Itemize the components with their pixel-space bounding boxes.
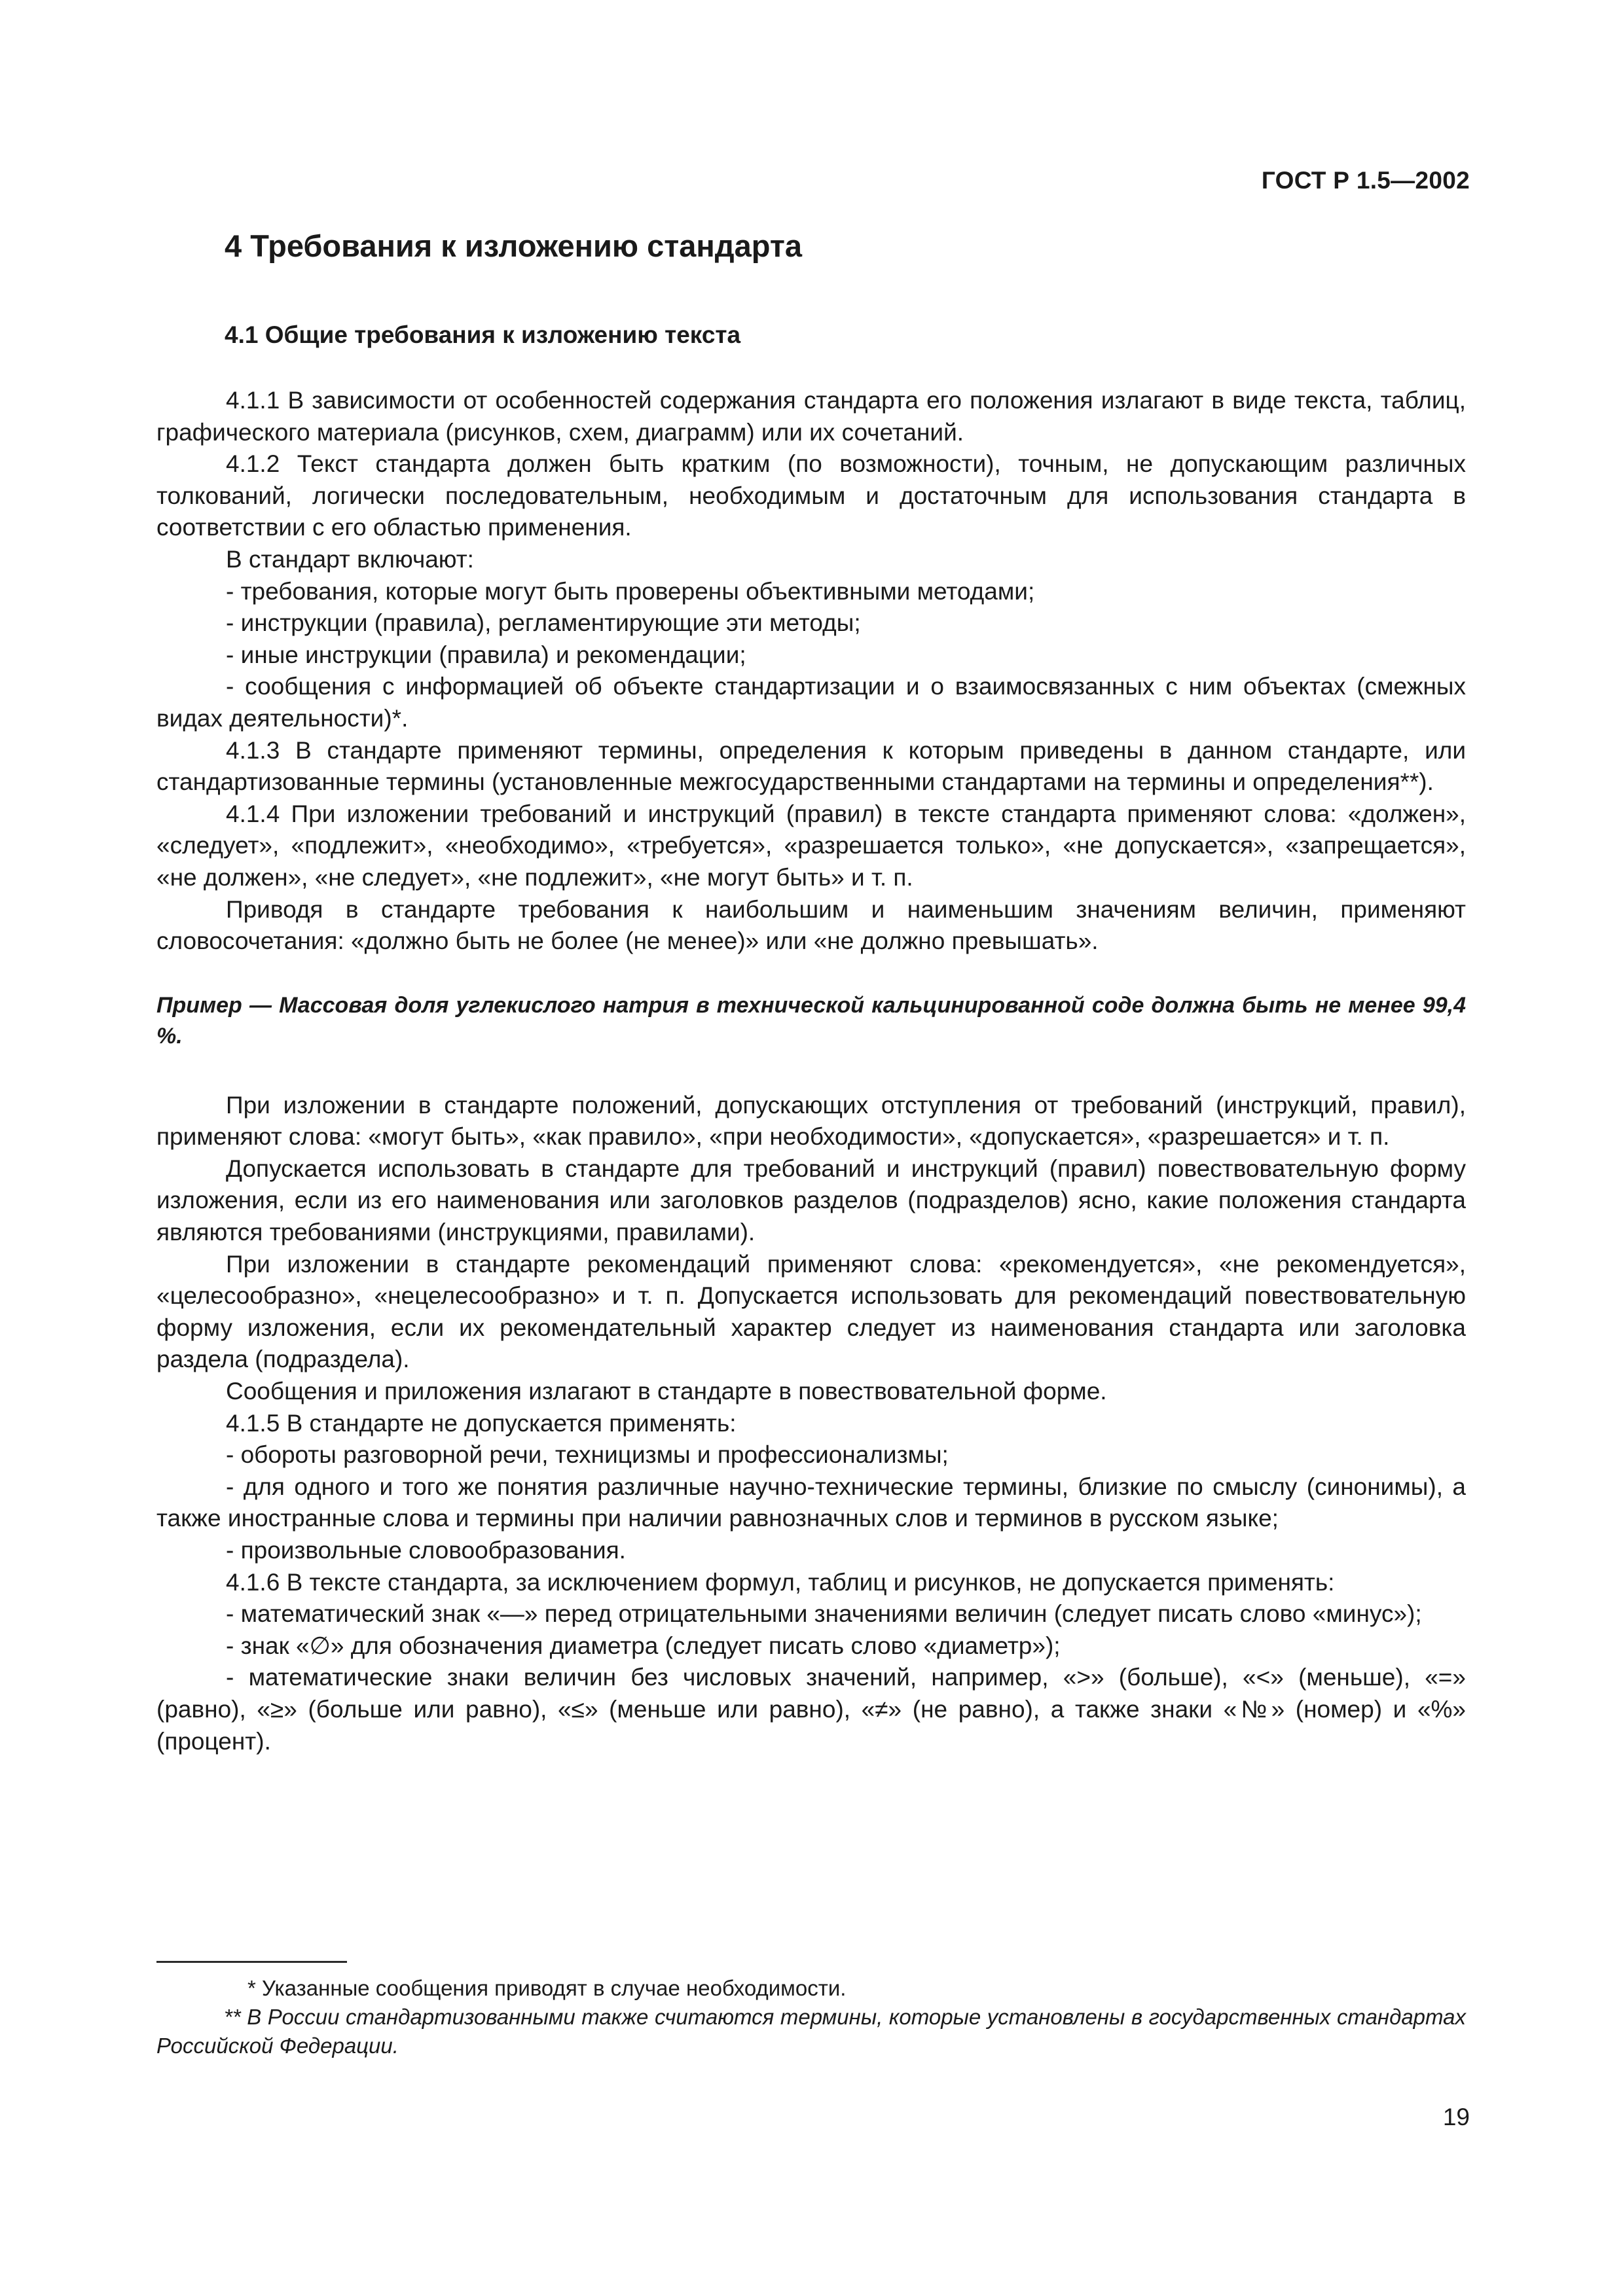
footnote-divider bbox=[156, 1961, 347, 1963]
paragraph: 4.1.2 Текст стандарта должен быть кратким (по возможности), точным, не допускающим различных толкований, логически последовательным, необходимым и достаточным для использования стандарта в соответствии с его областью применения. bbox=[156, 450, 1466, 541]
paragraph: 4.1.3 В стандарте применяют термины, определения к которым приведены в данном стандарте, или стандартизованные термины (установленные межгосударственными стандартами на термины и определения**). bbox=[156, 736, 1466, 796]
example-note: Пример — Массовая доля углекислого натрия в технической кальцинированной соде должна быть не менее 99,4 %. bbox=[156, 992, 1466, 1049]
paragraph: Приводя в стандарте требования к наибольшим и наименьшим значениям величин, применяют словосочетания: «должно быть не более (не менее)» или «не должно превышать». bbox=[156, 895, 1466, 955]
paragraph: Сообщения и приложения излагают в стандарте в повествовательной форме. bbox=[226, 1378, 1107, 1405]
paragraph: 4.1.5 В стандарте не допускается применять: bbox=[226, 1409, 737, 1437]
list-item: - иные инструкции (правила) и рекомендации; bbox=[226, 641, 746, 668]
paragraph: В стандарт включают: bbox=[226, 545, 474, 573]
page-content bbox=[156, 223, 1466, 1757]
paragraph: 4.1.1 В зависимости от особенностей содержания стандарта его положения излагают в виде текста, таблиц, графического материала (рисунков, схем, диаграмм) или их сочетаний. bbox=[156, 387, 1466, 446]
list-item: - знак «∅» для обозначения диаметра (следует писать слово «диаметр»); bbox=[226, 1632, 1061, 1659]
list-item: - произвольные словообразования. bbox=[226, 1537, 626, 1564]
section-title: 4 Требования к изложению стандарта bbox=[225, 228, 803, 263]
subsection-title: 4.1 Общие требования к изложению текста bbox=[225, 321, 741, 348]
list-item: - для одного и того же понятия различные научно-технические термины, близкие по смыслу (синонимы), а также иностранные слова и термины при наличии равнозначных слов и терминов в русском языке; bbox=[156, 1473, 1466, 1532]
list-item: - сообщения с информацией об объекте стандартизации и о взаимосвязанных с ним объектах (смежных видах деятельности)*. bbox=[156, 673, 1466, 732]
footnotes bbox=[156, 1974, 1466, 2060]
page-number: 19 bbox=[1442, 2104, 1470, 2130]
paragraph: 4.1.4 При изложении требований и инструкций (правил) в тексте стандарта применяют слова: «должен», «следует», «подлежит», «необходимо», «требуется», «разрешается только», «не допускается», «запрещается», «не должен», «не следует», «не подлежит», «не могут быть» и т. п. bbox=[156, 800, 1466, 891]
paragraph: При изложении в стандарте рекомендаций применяют слова: «рекомендуется», «не рекомендуется», «целесообразно», «нецелесообразно» и т. п. Допускается использовать для рекомендаций повествовательную форму изложения, если их рекомендательный характер следует из наименования стандарта или заголовка раздела (подраздела). bbox=[156, 1250, 1466, 1373]
list-item: - математические знаки величин без числовых значений, например, «>» (больше), «<» (меньше), «=» (равно), «≥» (больше или равно), «≤» (меньше или равно), «≠» (не равно), а также знаки «№» (номер) и «%» (процент). bbox=[156, 1664, 1466, 1755]
paragraph-group-b bbox=[156, 1090, 1466, 1757]
paragraph: При изложении в стандарте положений, допускающих отступления от требований (инструкций, правил), применяют слова: «могут быть», «как правило», «при необходимости», «допускается», «разрешается» и т. п. bbox=[156, 1091, 1466, 1151]
paragraph: Допускается использовать в стандарте для требований и инструкций (правил) повествовательную форму изложения, если из его наименования или заголовков разделов (подразделов) ясно, какие положения стандарта являются требованиями (инструкциями, правилами). bbox=[156, 1155, 1466, 1246]
list-item: - требования, которые могут быть проверены объективными методами; bbox=[226, 577, 1035, 605]
footnote: * Указанные сообщения приводят в случае необходимости. bbox=[247, 1976, 847, 2000]
list-item: - инструкции (правила), регламентирующие эти методы; bbox=[226, 609, 861, 637]
footnote: ** В России стандартизованными также считаются термины, которые установлены в государственных стандартах Российской Федерации. bbox=[156, 2005, 1466, 2058]
paragraph-group-a bbox=[156, 385, 1466, 958]
list-item: - математический знак «—» перед отрицательными значениями величин (следует писать слово «минус»); bbox=[226, 1600, 1422, 1628]
paragraph: 4.1.6 В тексте стандарта, за исключением формул, таблиц и рисунков, не допускается применять: bbox=[226, 1568, 1335, 1596]
list-item: - обороты разговорной речи, техницизмы и профессионализмы; bbox=[226, 1441, 949, 1469]
document-code: ГОСТ Р 1.5—2002 bbox=[1261, 167, 1470, 194]
